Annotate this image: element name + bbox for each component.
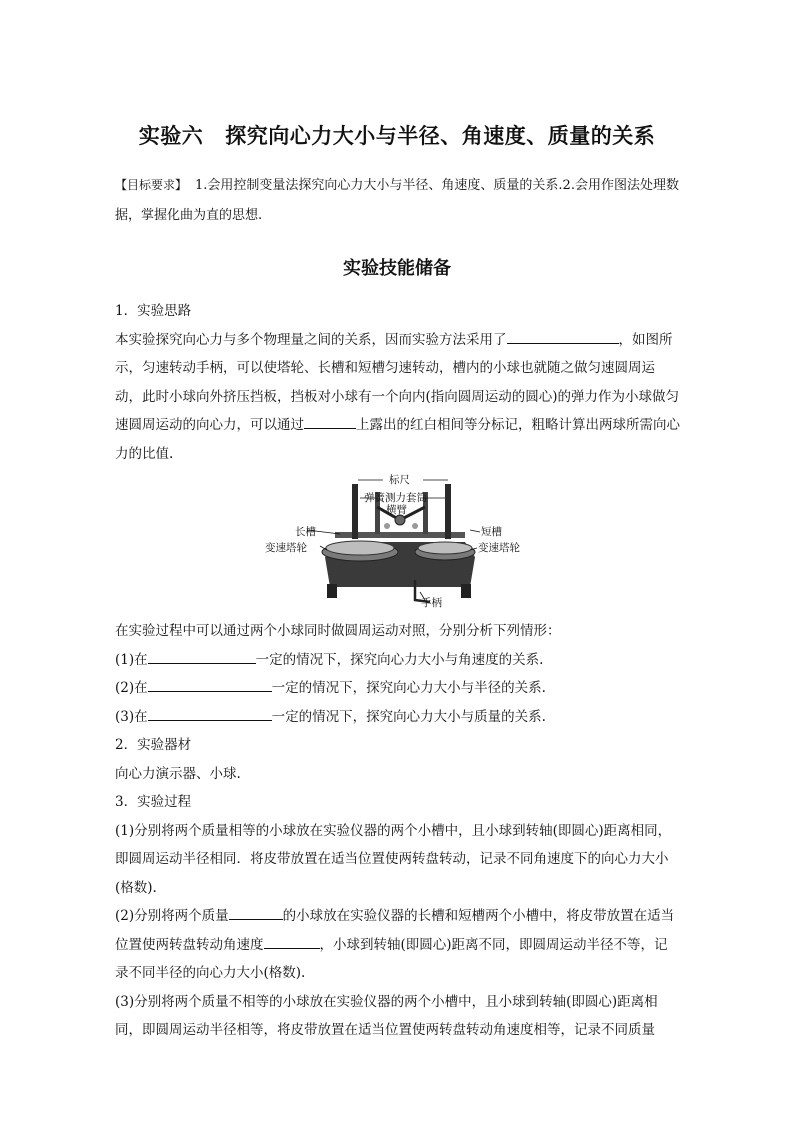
blank-angular-velocity[interactable] (264, 934, 320, 949)
long-groove (335, 532, 405, 538)
right-column (445, 484, 451, 539)
blank-method[interactable] (507, 329, 619, 344)
ball-left (384, 523, 390, 529)
cases-intro: 在实验过程中可以通过两个小球同时做圆周运动对照，分别分析下列情形： (115, 623, 561, 639)
step-2-text-a: (2)分别将两个质量 (115, 908, 229, 924)
label-short-groove: 短槽 (481, 526, 502, 538)
case-3-suffix: 一定的情况下，探究向心力大小与质量的关系. (271, 708, 546, 725)
case-2-suffix: 一定的情况下，探究向心力大小与半径的关系. (271, 680, 546, 696)
case-2 (115, 674, 680, 703)
section-1-cases (115, 617, 680, 1045)
left-column (352, 484, 358, 539)
section-1-heading: 1．实验思路 (115, 303, 192, 319)
title-number: 实验六 (138, 124, 204, 148)
case-3 (115, 703, 680, 732)
page-title (0, 120, 794, 150)
section-2-heading: 2．实验器材 (115, 737, 192, 753)
s1-text-c: 上露出的红白相间等分标记，粗略计算出两球所需向心力的比值. (115, 417, 680, 462)
label-left-wheel: 变速塔轮 (265, 542, 307, 554)
blank-case-3[interactable] (148, 706, 272, 721)
short-groove (405, 532, 465, 538)
goal-tag: 【目标要求】 (115, 178, 188, 192)
label-long-groove: 长槽 (295, 526, 316, 538)
case-1-suffix: 一定的情况下，探究向心力大小与角速度的关系. (255, 651, 544, 668)
right-turntable-top (418, 542, 472, 554)
goal-paragraph (115, 170, 680, 231)
blank-case-1[interactable] (148, 649, 256, 664)
step-2-text-b: 的小球放在实验仪器的长槽和短槽两个小槽中，将皮带放置在适当位置使两转盘转动角速度 (115, 908, 675, 953)
apparatus-leg-left (327, 584, 337, 598)
label-beam: 横臂 (386, 504, 407, 516)
process-step-2 (115, 902, 680, 988)
section-1-paragraph (115, 326, 680, 469)
goal-text: 1.会用控制变量法探究向心力大小与半径、角速度、质量的关系.2.会用作图法处理数据，掌握化曲为直的思想. (115, 178, 679, 223)
label-right-wheel: 变速塔轮 (478, 542, 520, 554)
left-turntable-top (326, 541, 394, 555)
ball-right (412, 523, 418, 529)
section-3-heading: 3．实验过程 (115, 794, 192, 810)
label-handle: 手柄 (421, 597, 442, 609)
blank-mass[interactable] (229, 905, 283, 920)
step-2-text-c: ，小球到转轴(即圆心)距离不同，即圆周运动半径不等，记录不同半径的向心力大小(格数). (115, 936, 668, 981)
section-2-text: 向心力演示器、小球. (115, 765, 241, 782)
center-hub (395, 515, 405, 525)
label-scale: 标尺 (389, 474, 410, 486)
case-1 (115, 646, 680, 675)
s1-text-a: 本实验探究向心力与多个物理量之间的关系，因而实验方法采用了 (115, 331, 507, 348)
case-3-prefix: (3)在 (115, 708, 148, 725)
process-step-3: (3)分别将两个质量不相等的小球放在实验仪器的两个小槽中，且小球到转轴(即圆心)距离相同，即圆周运动半径相等，将皮带放置在适当位置使两转盘转动角速度相等，记录不同质量 (115, 993, 658, 1038)
blank-scale[interactable] (304, 414, 356, 429)
case-1-prefix: (1)在 (115, 651, 148, 668)
section-title: 实验技能储备 (343, 258, 451, 279)
title-main: 探究向心力大小与半径、角速度、质量的关系 (225, 124, 656, 148)
apparatus-illustration (265, 472, 535, 612)
s1-text-b: ，如图所示，匀速转动手柄，可以使塔轮、长槽和短槽匀速转动，槽内的小球也就随之做匀速圆周运动，此时小球向外挤压挡板，挡板对小球有一个向内(指向圆周运动的圆心)的弹力作为小球做匀速圆周运动的向心力，可以通过 (115, 331, 680, 433)
case-2-prefix: (2)在 (115, 680, 148, 696)
label-sleeve: 弹簧测力套筒 (364, 492, 427, 504)
process-step-1: (1)分别将两个质量相等的小球放在实验仪器的两个小槽中，且小球到转轴(即圆心)距离相同，即圆周运动半径相同．将皮带放置在适当位置使两转盘转动，记录不同角速度下的向心力大小(格数). (115, 822, 672, 896)
blank-case-2[interactable] (148, 677, 272, 692)
centripetal-apparatus-figure (265, 472, 535, 612)
section-1 (115, 297, 680, 468)
apparatus-leg-right (461, 584, 471, 598)
